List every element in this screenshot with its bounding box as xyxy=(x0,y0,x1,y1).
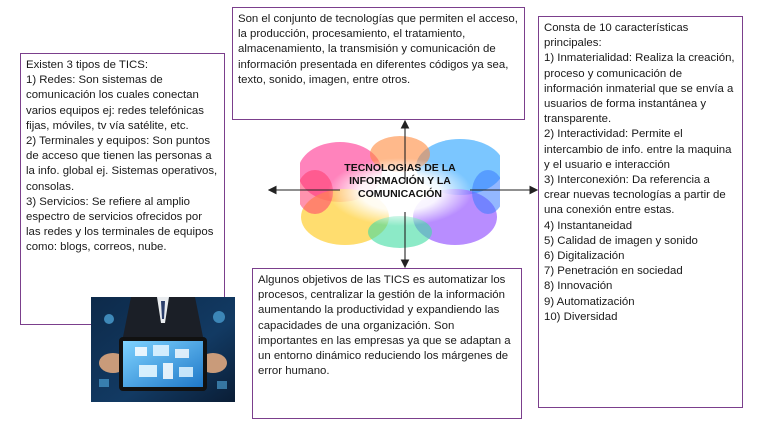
type-item-redes: 1) Redes: Son sistemas de comunicación los cuales conectan varios equipos ej: redes telefónicas fijas, móviles, tv vía satélite, etc. xyxy=(26,74,204,132)
characteristic-item: 9) Automatización xyxy=(544,295,635,308)
characteristics-box xyxy=(538,16,743,408)
characteristic-item: 6) Digitalización xyxy=(544,250,625,263)
definition-box xyxy=(232,7,525,120)
characteristic-item: 5) Calidad de imagen y sonido xyxy=(544,234,698,247)
characteristic-item: 3) Interconexión: Da referencia a crear nuevas tecnologías a partir de una conexión entre estas. xyxy=(544,174,726,217)
characteristic-item: 1) Inmaterialidad: Realiza la creación, proceso y comunicación de información inmaterial que se envía a usuarios de forma instantánea y transparente. xyxy=(544,52,735,126)
characteristic-item: 2) Interactividad: Permite el intercambio de info. entre la maquina y el usuario e interacción xyxy=(544,128,732,171)
characteristic-item: 7) Penetración en sociedad xyxy=(544,265,683,278)
types-box xyxy=(20,53,225,325)
objectives-box xyxy=(252,268,522,419)
objectives-text: Algunos objetivos de las TICS es automatizar los procesos, centralizar la gestión de la información aumentando la productividad y expandiendo las capacidades de una organización. Son importantes en las empresas ya que se adaptan a un entorno dinámico reduciendo los márgenes de error humano. xyxy=(258,274,511,378)
tablet-technology-photo xyxy=(91,297,235,402)
types-intro: Existen 3 tipos de TICS: xyxy=(26,59,148,71)
central-topic-title xyxy=(335,162,465,201)
title-line-3: COMUNICACIÓN xyxy=(358,188,442,200)
characteristic-item: 4) Instantaneidad xyxy=(544,219,633,232)
characteristic-item: 10) Diversidad xyxy=(544,310,618,323)
characteristic-item: 8) Innovación xyxy=(544,280,613,293)
title-line-1: TECNOLOGIAS DE LA xyxy=(344,162,456,174)
characteristics-intro: Consta de 10 características principales: xyxy=(544,22,689,50)
type-item-servicios: 3) Servicios: Se refiere al amplio espectro de servicios ofrecidos por las redes y los terminales de equipos como: blogs, correos, nube. xyxy=(26,195,214,254)
type-item-terminales: 2) Terminales y equipos: Son puntos de acceso que tienen las personas a la info. global ej. Sistemas operativos, consolas. xyxy=(26,135,218,193)
definition-text: Son el conjunto de tecnologías que permiten el acceso, la producción, procesamiento, el tratamiento, almacenamiento, la transmisión y comunicación de información presentada en diferentes códigos ya sea, texto, sonido, imagen, entre otros. xyxy=(238,13,518,86)
title-line-2: INFORMACIÓN Y LA xyxy=(349,175,451,187)
